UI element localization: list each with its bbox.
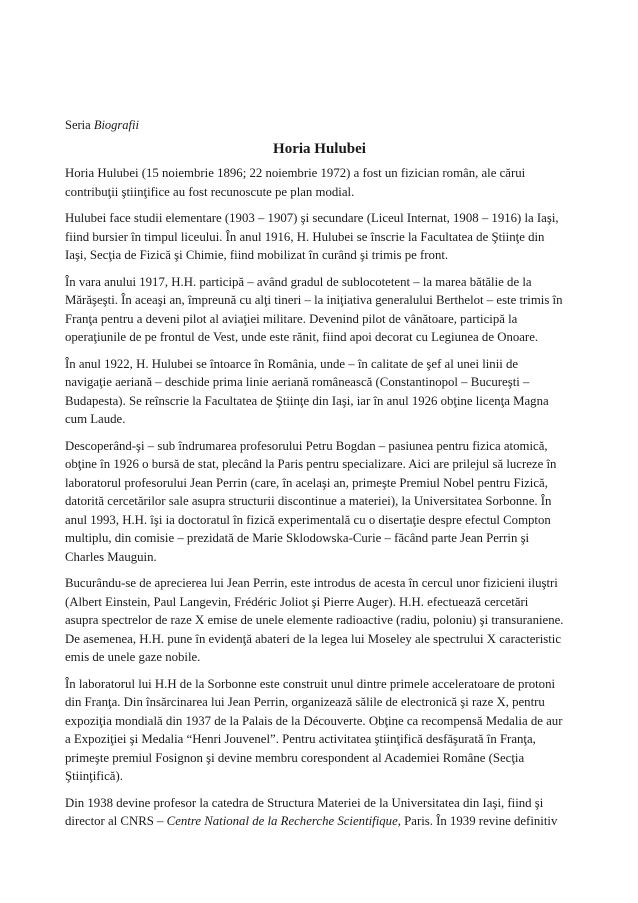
paragraph-3: În vara anului 1917, H.H. participă – având gradul de sublocotetent – la marea bătălie de la Mărăşeşti. În aceaşi an, împreună cu alţi tineri – la iniţiativa generalului Berthelot – este trimis în Franţa pentru a deveni pilot al aviaţiei militare. Devenind pilot de vânătoare, participă la operaţiunile de pe frontul de Vest, unde este rănit, fiind apoi decorat cu Legiunea de Onoare.	[65, 274, 563, 344]
paragraph-8-text-start: Din 1938 devine profesor la catedra de Structura Materiei de la Universitatea din Iaşi, fiind şi director al CNRS –	[65, 795, 544, 828]
series-name: Biografii	[93, 118, 139, 132]
paragraph-7: În laboratorul lui H.H de la Sorbonne este construit unul dintre primele acceleratoare de protoni din Franţa. Din însărcinarea lui Jean Perrin, organizează sălile de electronică şi raze X, pentru expoziţia mondială din 1937 de la Palais de la Découverte. Obţine ca recompensă Medalia de aur a Expoziţiei şi Medalia “Henri Jouvenel”. Pentru activitatea ştiinţifică desfăşurată în Franţa, primeşte premiul Fosignon şi devine membru corespondent al Academiei Române (Secţia Ştiinţifică).	[65, 676, 563, 783]
paragraph-6: Bucurându-se de aprecierea lui Jean Perrin, este introdus de acesta în cercul unor fizicieni iluştri (Albert Einstein, Paul Langevin, Frédéric Joliot şi Pierre Auger). H.H. efectuează cercetări asupra spectrelor de raze X emise de unele elemente radioactive (radiu, poloniu) şi transuraniene. De asemenea, H.H. pune în evidenţă abateri de la legea lui Moseley ale spectrului X caracteristic emis de unele gaze nobile.	[65, 576, 564, 664]
series-prefix: Seria	[65, 118, 94, 132]
paragraph-1: Horia Hulubei (15 noiembrie 1896; 22 noiembrie 1972) a fost un fizician român, ale cărui contribuţii ştiinţifice au fost recunoscute pe plan modial.	[65, 166, 526, 199]
document-body	[65, 164, 574, 839]
page-title: Horia Hulubei	[273, 141, 366, 157]
paragraph-5: Descoperând-şi – sub îndrumarea profesorului Petru Bogdan – pasiunea pentru fizica atomică, obţine în 1926 o bursă de stat, plecând la Paris pentru specializare. Aici are prilejul să lucreze în laboratorul profesorului Jean Perrin (care, în acelaşi an, primeşte Premiul Nobel pentru Fizică, datorită cercetărilor sale asupra structurii discontinue a materiei), la Universitatea Sorbonne. În anul 1993, H.H. îşi ia doctoratul în fizică experimentală cu o disertaţie despre efectul Compton multiplu, din comisie – prezidată de Marie Sklodowska-Curie – făcând parte Jean Perrin şi Charles Mauguin.	[65, 438, 557, 564]
paragraph-8-italic-cnrs: Centre National de la Recherche Scientifique	[166, 814, 398, 828]
paragraph-4: În anul 1922, H. Hulubei se întoarce în România, unde – în calitate de şef al unei linii de navigaţie aeriană – deschide prima linie aeriană românească (Constantinopol – Bucureşti – Budapesta). Se reînscrie la Facultatea de Ştiinţe din Iaşi, iar în anul 1926 obţine licenţa Magna cum Laude.	[65, 356, 549, 426]
paragraph-8-text-end: , Paris. În 1939 revine definitiv	[397, 814, 558, 828]
paragraph-2: Hulubei face studii elementare (1903 – 1907) şi secundare (Liceul Internat, 1908 – 1916) la Iaşi, fiind bursier în timpul liceului. În anul 1916, H. Hulubei se înscrie la Facultatea de Ştiinţe din Iaşi, Secţia de Fizică şi Chimie, fiind mobilizat în curând şi trimis pe front.	[65, 211, 559, 262]
paragraph-8	[65, 794, 574, 831]
series-label	[65, 117, 139, 133]
